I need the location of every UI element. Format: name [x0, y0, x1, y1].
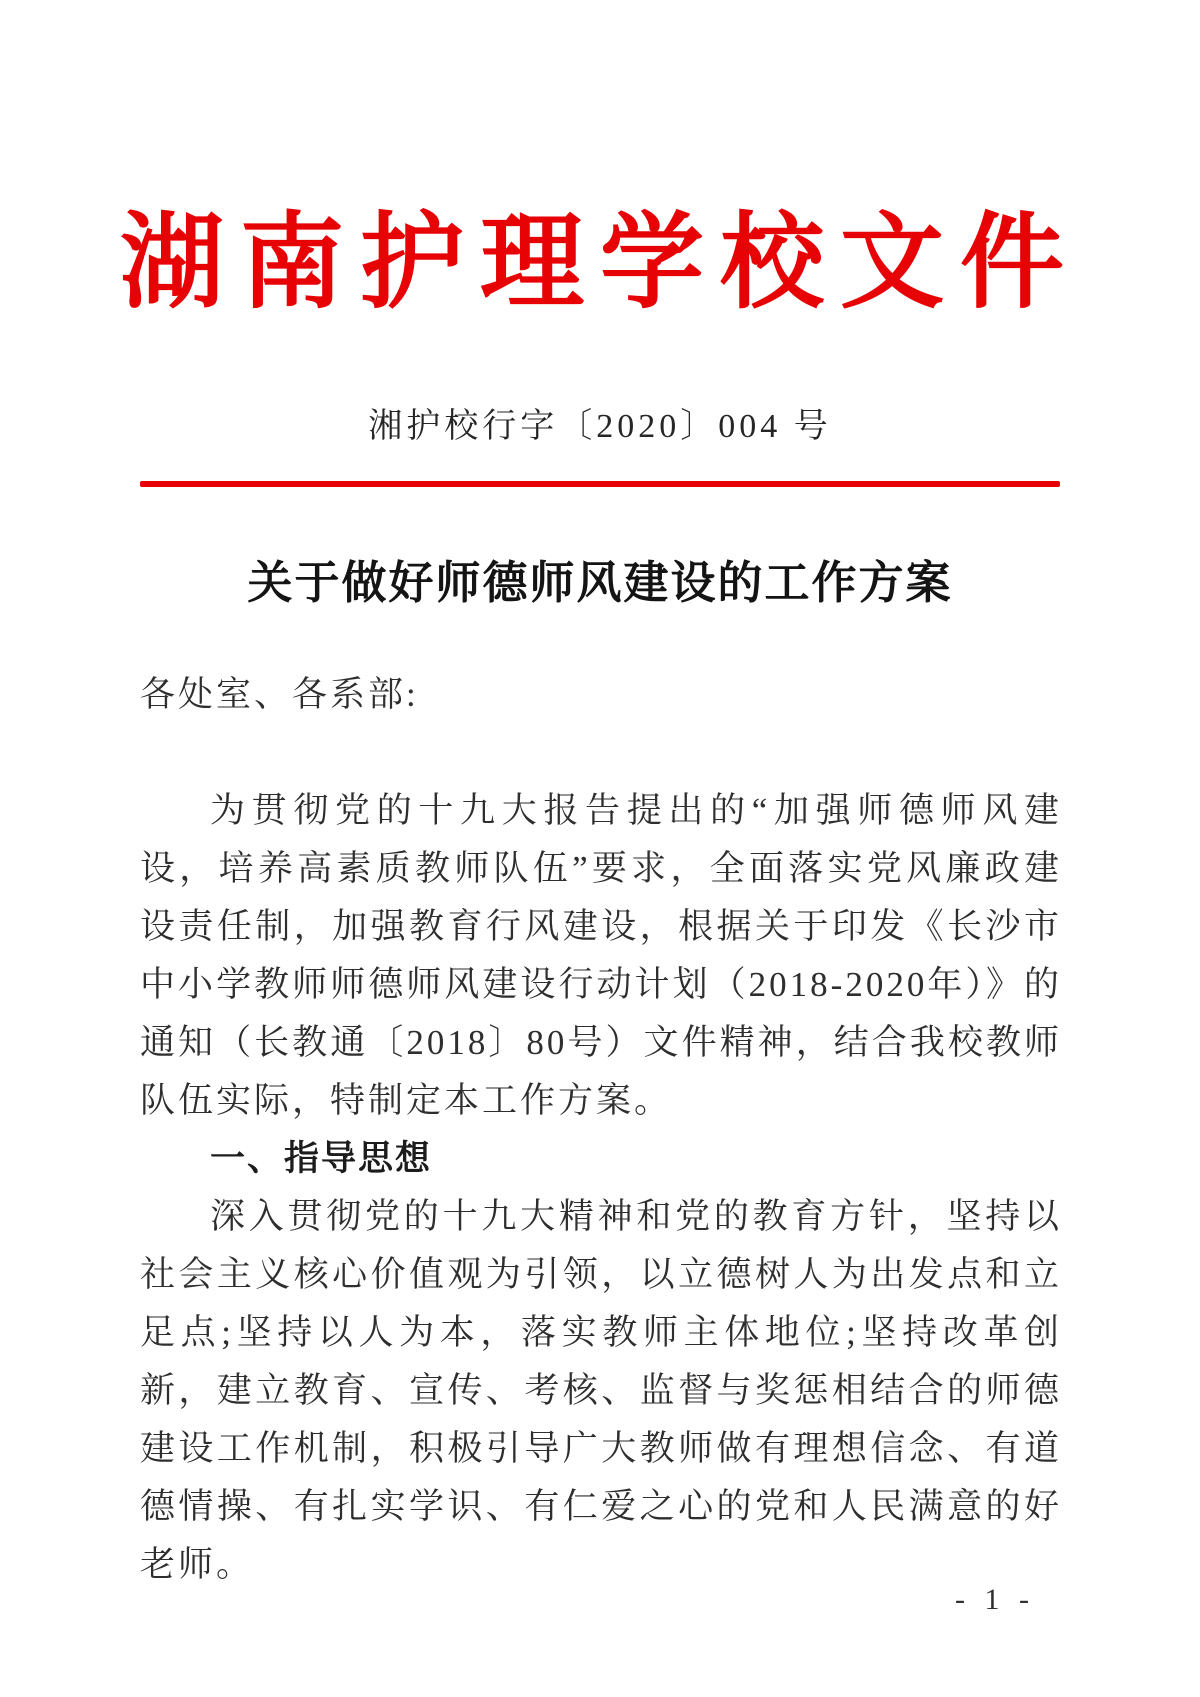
doc-number: 湘护校行字〔2020〕004 号 [368, 408, 832, 445]
section-heading-guiding-ideology: 一、指导思想 [210, 1139, 433, 1178]
org-title: 湖南护理学校文件 [119, 206, 1080, 321]
paragraph-1: 为贯彻党的十九大报告提出的“加强师德师风建设，培养高素质教师队伍”要求，全面落实党风廉政建设责任制，加强教育行风建设，根据关于印发《长沙市中小学教师师德师风建设行动计划（2018-2020年）》的通知（长教通〔2018〕80号）文件精神，结合我校教师队伍实际，特制定本工作方案。 [140, 791, 1062, 1120]
paragraph-2: 深入贯彻党的十九大精神和党的教育方针，坚持以社会主义核心价值观为引领，以立德树人为出发点和立足点;坚持以人为本，落实教师主体地位;坚持改革创新，建立教育、宣传、考核、监督与奖惩相结合的师德建设工作机制，积极引导广大教师做有理想信念、有道德情操、有扎实学识、有仁爱之心的党和人民满意的好老师。 [140, 1197, 1062, 1584]
red-divider-line [140, 481, 1060, 487]
document-body [140, 666, 1062, 1594]
page-number: - 1 - [955, 1583, 1035, 1616]
document-title: 关于做好师德师风建设的工作方案 [247, 558, 953, 608]
salutation: 各处室、各系部: [140, 675, 419, 714]
